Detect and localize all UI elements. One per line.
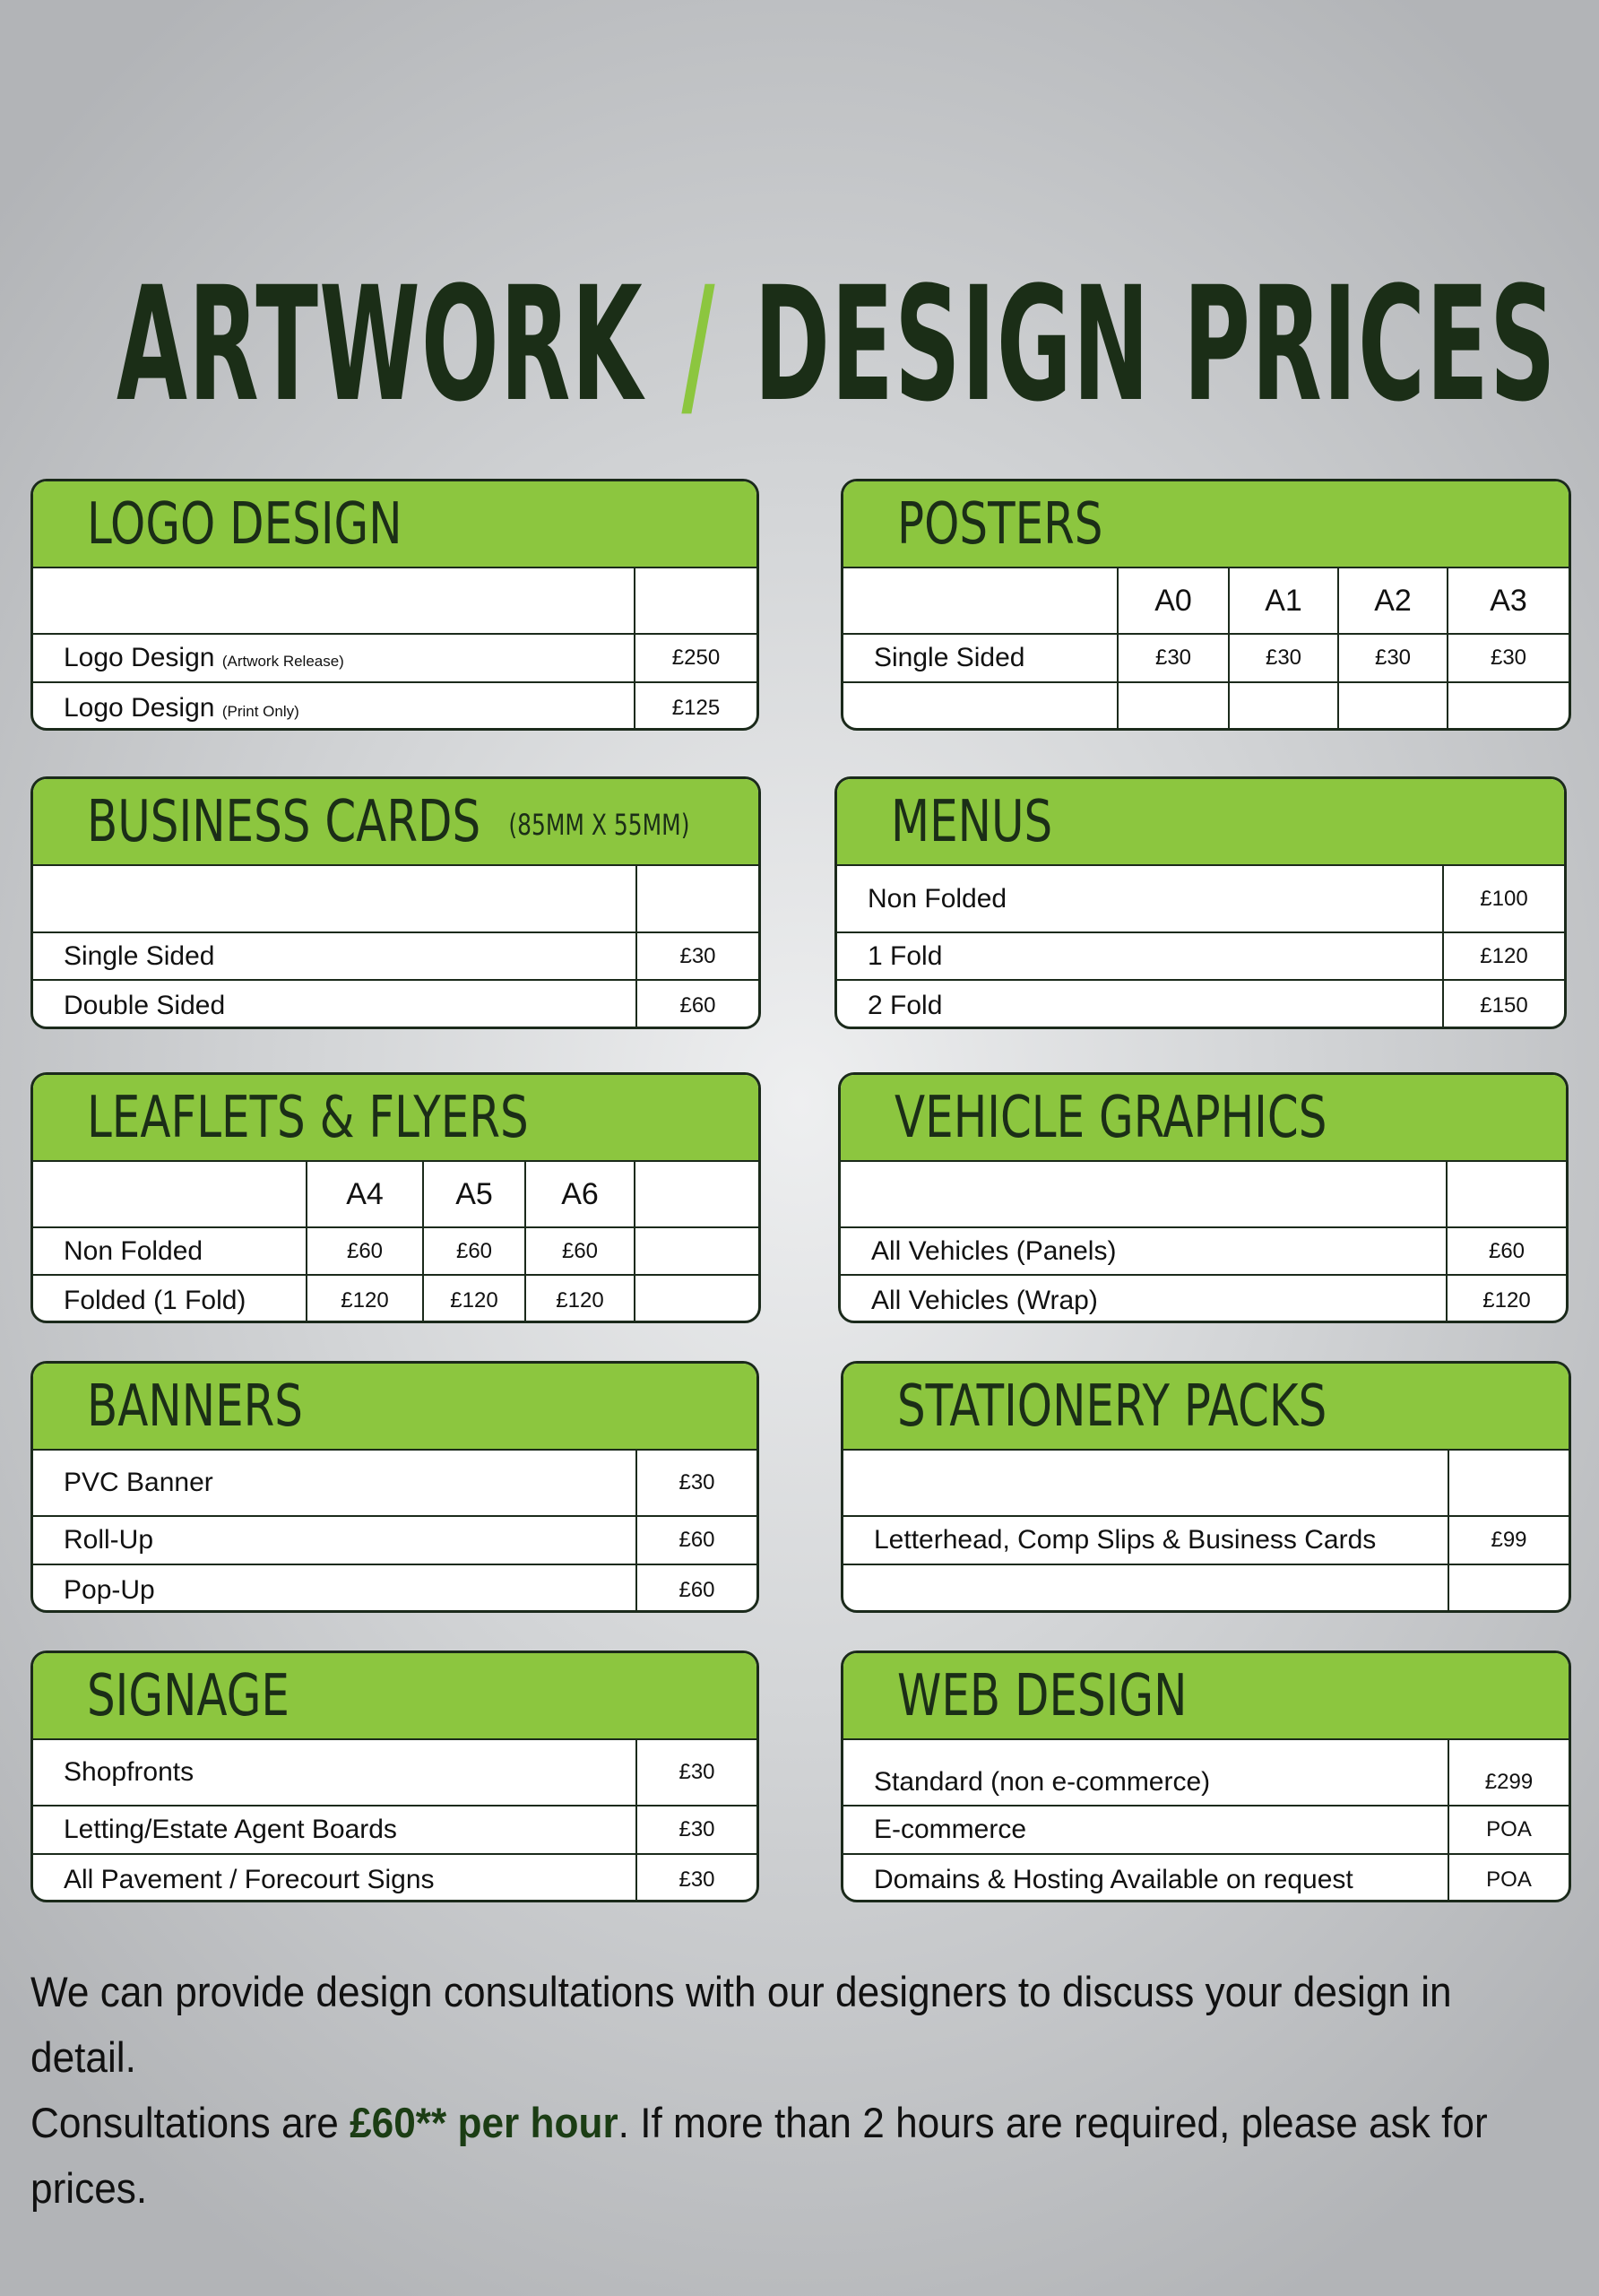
table-row: [843, 568, 1569, 634]
row-label: Pop-Up: [33, 1564, 636, 1613]
card-header: [33, 1075, 758, 1162]
menus-card: [834, 776, 1567, 1029]
table-row: [841, 1227, 1566, 1275]
card-title: VEHICLE GRAPHICS: [895, 1085, 1327, 1151]
row-label: Non Folded: [868, 883, 1007, 914]
row-price: £30: [636, 1806, 756, 1854]
title-slash: /: [681, 253, 716, 437]
table-row: [843, 1854, 1569, 1902]
row-label: Logo Design (Artwork Release): [33, 634, 635, 682]
row-price: £30: [636, 1451, 756, 1516]
row-label: Standard (non e-commerce): [874, 1767, 1211, 1797]
card-title: BANNERS: [87, 1373, 303, 1440]
table-row: [33, 1740, 756, 1806]
row-price: £60: [636, 1516, 756, 1564]
card-header: [837, 779, 1564, 866]
row-price: £30: [1118, 634, 1229, 682]
row-label: All Vehicles (Wrap): [841, 1275, 1447, 1323]
row-price: £60: [307, 1227, 423, 1275]
row-price: £60: [1447, 1227, 1566, 1275]
card-header: [33, 481, 756, 568]
table-row: [33, 866, 758, 932]
table-row: [33, 1227, 758, 1275]
table-row: [33, 682, 756, 731]
table-row: [33, 1854, 756, 1902]
signage-card: [30, 1651, 759, 1902]
vehicle-graphics-card: [838, 1072, 1569, 1323]
price-table: [33, 568, 756, 731]
card-header: [33, 779, 758, 866]
table-row: [843, 1806, 1569, 1854]
title-part2: DESIGN PRICES: [754, 253, 1557, 437]
card-title: LOGO DESIGN: [87, 491, 402, 558]
banners-card: [30, 1361, 759, 1613]
footer-line-2: Consultations are £60** per hour. If more than 2 hours are required, please ask for: [30, 2099, 1488, 2146]
price-table: [841, 1162, 1566, 1323]
card-header: [33, 1653, 756, 1740]
card-title: LEAFLETS & FLYERS: [87, 1085, 529, 1151]
row-label: All Pavement / Forecourt Signs: [33, 1854, 636, 1902]
table-row: [843, 1516, 1569, 1564]
row-price: POA: [1448, 1806, 1569, 1854]
title-part1: ARTWORK: [117, 253, 644, 437]
footer-line-3: prices.: [30, 2164, 148, 2212]
table-row: [33, 1451, 756, 1516]
row-price: £250: [635, 634, 756, 682]
price-table: [33, 1451, 756, 1613]
stationery-packs-card: [841, 1361, 1571, 1613]
row-label: Single Sided: [843, 634, 1118, 682]
table-row: [841, 1162, 1566, 1227]
row-label: PVC Banner: [64, 1468, 213, 1497]
row-price: £99: [1448, 1516, 1569, 1564]
price-table: [843, 1451, 1569, 1613]
price-table: [33, 1162, 758, 1323]
row-label: Shopfronts: [64, 1757, 194, 1787]
web-design-card: [841, 1651, 1571, 1902]
row-price: £120: [1443, 932, 1564, 980]
row-label: 1 Fold: [837, 932, 1443, 980]
row-label: Letting/Estate Agent Boards: [33, 1806, 636, 1854]
table-row: [33, 634, 756, 682]
price-table: [33, 1740, 756, 1902]
row-label: Folded (1 Fold): [33, 1275, 307, 1323]
consultation-rate: £60** per hour: [350, 2099, 618, 2146]
row-label: Non Folded: [33, 1227, 307, 1275]
row-label: Letterhead, Comp Slips & Business Cards: [843, 1516, 1448, 1564]
price-table: [843, 568, 1569, 731]
leaflets-flyers-card: [30, 1072, 761, 1323]
card-title: MENUS: [891, 789, 1053, 855]
size-header: A0: [1118, 568, 1229, 634]
page-title: [117, 253, 1557, 437]
size-header: A5: [423, 1162, 525, 1227]
card-title: BUSINESS CARDS (85MM X 55MM): [87, 789, 690, 855]
card-header: [843, 1653, 1569, 1740]
row-price: £125: [635, 682, 756, 731]
row-price: £100: [1443, 866, 1564, 932]
row-price: £60: [423, 1227, 525, 1275]
table-row: [843, 634, 1569, 682]
row-price: £120: [423, 1275, 525, 1323]
card-header: [33, 1364, 756, 1451]
row-label: 2 Fold: [837, 980, 1443, 1029]
row-label: All Vehicles (Panels): [841, 1227, 1447, 1275]
row-label: Logo Design (Print Only): [33, 682, 635, 731]
price-table: [843, 1740, 1569, 1902]
row-price: £299: [1448, 1740, 1569, 1806]
table-row: [843, 1564, 1569, 1613]
row-price: £60: [525, 1227, 635, 1275]
table-row: [837, 932, 1564, 980]
table-row: [843, 682, 1569, 731]
posters-card: [841, 479, 1571, 731]
card-subtitle: (85MM X 55MM): [508, 808, 690, 843]
table-row: [33, 568, 756, 634]
size-header: A1: [1229, 568, 1338, 634]
row-price: £30: [1338, 634, 1448, 682]
table-row: [33, 932, 758, 980]
row-price: £30: [1448, 634, 1569, 682]
row-label: Roll-Up: [33, 1516, 636, 1564]
row-price: £150: [1443, 980, 1564, 1029]
card-title: STATIONERY PACKS: [897, 1373, 1327, 1440]
size-header: A4: [307, 1162, 423, 1227]
row-price: POA: [1448, 1854, 1569, 1902]
row-label: Single Sided: [33, 932, 636, 980]
card-header: [843, 1364, 1569, 1451]
table-row: [843, 1451, 1569, 1516]
row-price: £120: [525, 1275, 635, 1323]
row-price: £120: [1447, 1275, 1566, 1323]
table-row: [837, 980, 1564, 1029]
row-price: £30: [636, 932, 758, 980]
row-price: £120: [307, 1275, 423, 1323]
row-price: £60: [636, 980, 758, 1029]
footer-line-1: We can provide design consultations with our designers to discuss your design in detail.: [30, 1968, 1452, 2081]
table-row: [837, 866, 1564, 932]
business-cards-card: [30, 776, 761, 1029]
row-price: £30: [1229, 634, 1338, 682]
row-label: Domains & Hosting Available on request: [843, 1854, 1448, 1902]
table-row: [33, 1275, 758, 1323]
size-header: A6: [525, 1162, 635, 1227]
row-price: £60: [636, 1564, 756, 1613]
consultation-note: [30, 1959, 1488, 2221]
price-table: [33, 866, 758, 1029]
price-table: [837, 866, 1564, 1029]
card-header: [843, 481, 1569, 568]
logo-design-card: [30, 479, 759, 731]
table-row: [843, 1740, 1569, 1806]
table-row: [841, 1275, 1566, 1323]
row-price: £30: [636, 1854, 756, 1902]
row-label: E-commerce: [843, 1806, 1448, 1854]
table-row: [33, 1162, 758, 1227]
table-row: [33, 1564, 756, 1613]
size-header: A2: [1338, 568, 1448, 634]
card-title: POSTERS: [897, 491, 1103, 558]
card-header: [841, 1075, 1566, 1162]
table-row: [33, 1516, 756, 1564]
size-header: A3: [1448, 568, 1569, 634]
row-price: £30: [636, 1740, 756, 1806]
table-row: [33, 1806, 756, 1854]
row-label: Double Sided: [33, 980, 636, 1029]
table-row: [33, 980, 758, 1029]
card-title: WEB DESIGN: [897, 1663, 1188, 1729]
card-title: SIGNAGE: [87, 1663, 290, 1729]
